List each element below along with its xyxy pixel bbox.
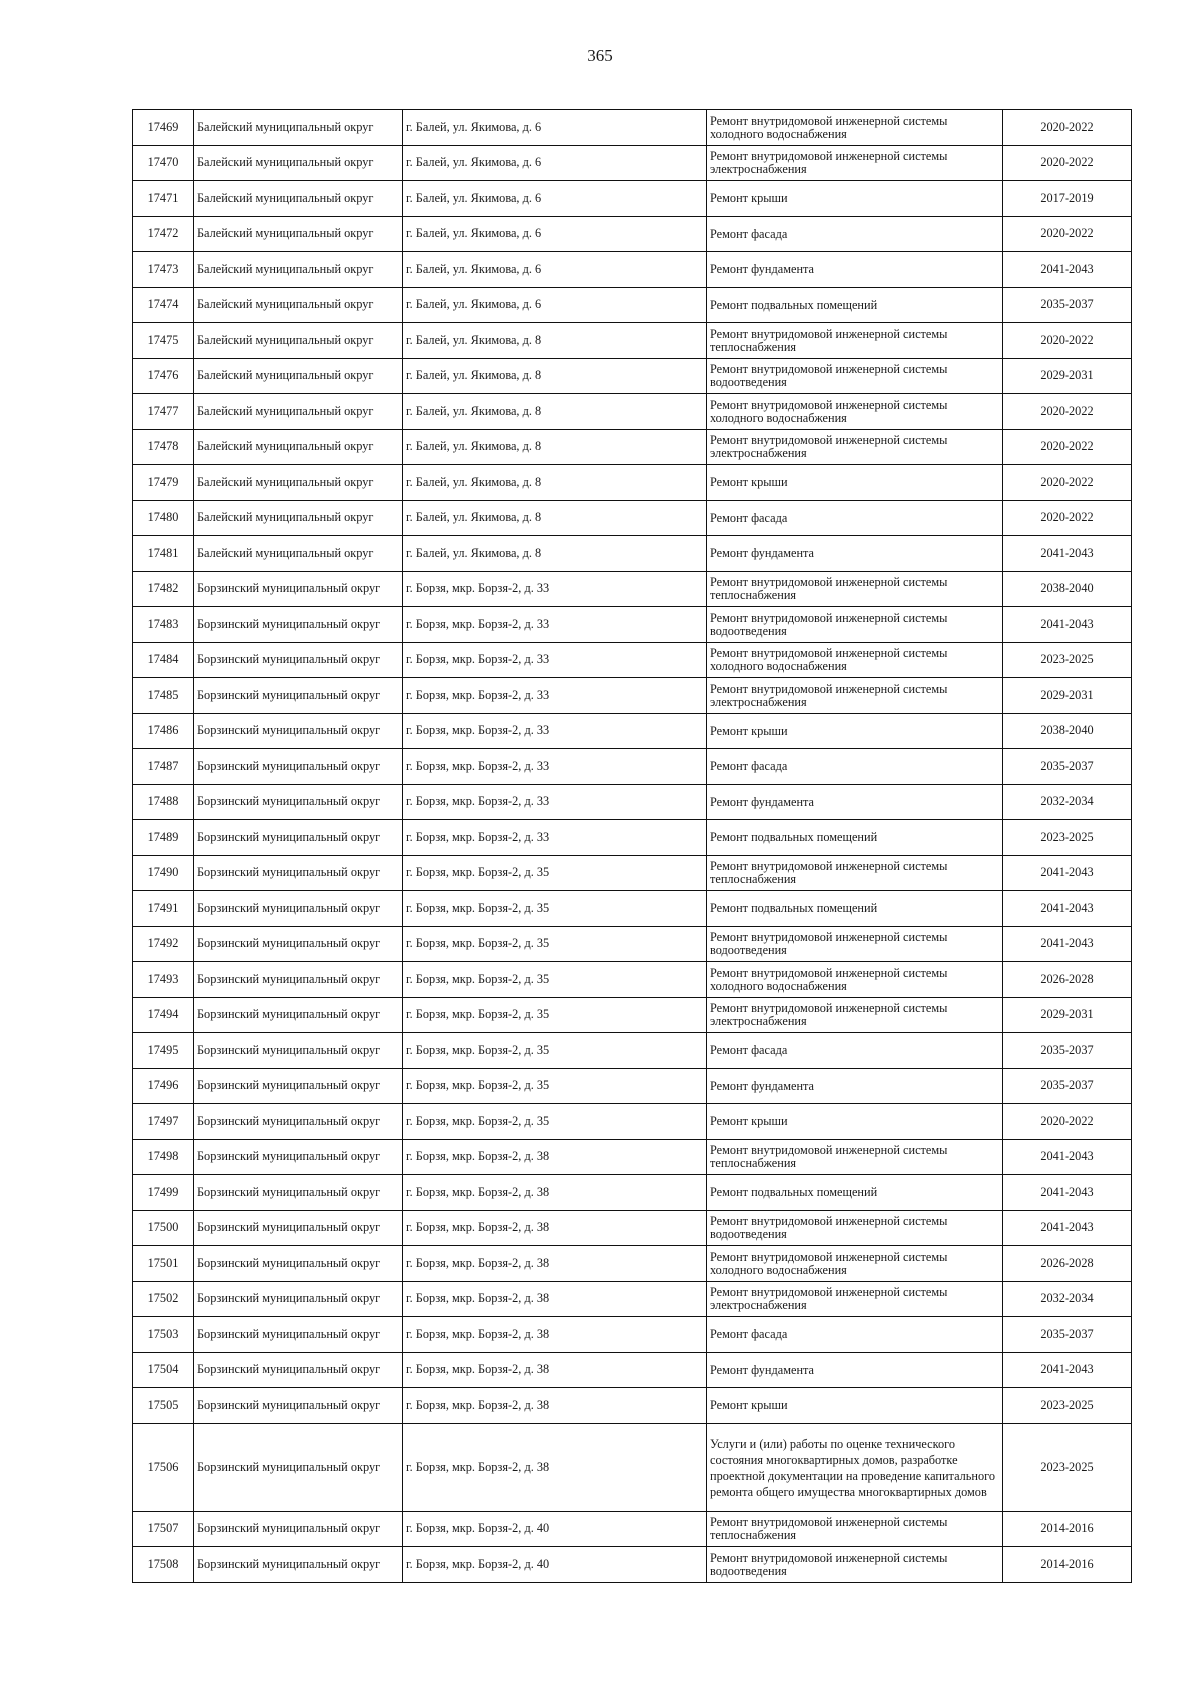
address-cell: г. Борзя, мкр. Борзя-2, д. 35 [403, 1068, 707, 1104]
table-row [133, 642, 1132, 678]
address-cell: г. Борзя, мкр. Борзя-2, д. 38 [403, 1423, 707, 1511]
district-cell: Борзинский муниципальный округ [194, 1033, 403, 1069]
work-type-cell: Ремонт фундамента [707, 784, 1003, 820]
period-cell: 2020-2022 [1003, 110, 1132, 146]
row-number-cell: 17469 [133, 110, 194, 146]
address-cell: г. Борзя, мкр. Борзя-2, д. 33 [403, 749, 707, 785]
table-row [133, 110, 1132, 146]
table-row [133, 997, 1132, 1033]
table-row [133, 1352, 1132, 1388]
row-number-cell: 17493 [133, 962, 194, 998]
address-cell: г. Балей, ул. Якимова, д. 6 [403, 287, 707, 323]
period-cell: 2020-2022 [1003, 323, 1132, 359]
work-type-cell: Ремонт подвальных помещений [707, 820, 1003, 856]
district-cell: Борзинский муниципальный округ [194, 678, 403, 714]
row-number-cell: 17491 [133, 891, 194, 927]
table-row [133, 855, 1132, 891]
row-number-cell: 17474 [133, 287, 194, 323]
period-cell: 2020-2022 [1003, 394, 1132, 430]
period-cell: 2035-2037 [1003, 1068, 1132, 1104]
work-type-cell: Ремонт внутридомовой инженерной системы электроснабжения [707, 145, 1003, 181]
period-cell: 2026-2028 [1003, 962, 1132, 998]
period-cell: 2017-2019 [1003, 181, 1132, 217]
work-type-cell: Ремонт внутридомовой инженерной системы электроснабжения [707, 997, 1003, 1033]
table-row [133, 1317, 1132, 1353]
work-type-cell: Ремонт фундамента [707, 1068, 1003, 1104]
address-cell: г. Балей, ул. Якимова, д. 8 [403, 429, 707, 465]
work-type-cell: Ремонт внутридомовой инженерной системы водоотведения [707, 358, 1003, 394]
period-cell: 2020-2022 [1003, 429, 1132, 465]
row-number-cell: 17473 [133, 252, 194, 288]
district-cell: Балейский муниципальный округ [194, 252, 403, 288]
address-cell: г. Борзя, мкр. Борзя-2, д. 35 [403, 1033, 707, 1069]
district-cell: Борзинский муниципальный округ [194, 962, 403, 998]
address-cell: г. Борзя, мкр. Борзя-2, д. 35 [403, 962, 707, 998]
period-cell: 2041-2043 [1003, 1210, 1132, 1246]
row-number-cell: 17501 [133, 1246, 194, 1282]
table-row [133, 429, 1132, 465]
row-number-cell: 17475 [133, 323, 194, 359]
work-type-cell: Ремонт внутридомовой инженерной системы теплоснабжения [707, 1139, 1003, 1175]
table-row [133, 145, 1132, 181]
address-cell: г. Борзя, мкр. Борзя-2, д. 38 [403, 1246, 707, 1282]
table-row [133, 607, 1132, 643]
work-type-cell: Ремонт подвальных помещений [707, 287, 1003, 323]
address-cell: г. Борзя, мкр. Борзя-2, д. 38 [403, 1388, 707, 1424]
row-number-cell: 17472 [133, 216, 194, 252]
period-cell: 2032-2034 [1003, 1281, 1132, 1317]
district-cell: Борзинский муниципальный округ [194, 1423, 403, 1511]
district-cell: Борзинский муниципальный округ [194, 784, 403, 820]
period-cell: 2041-2043 [1003, 926, 1132, 962]
table-row [133, 1033, 1132, 1069]
address-cell: г. Борзя, мкр. Борзя-2, д. 38 [403, 1139, 707, 1175]
period-cell: 2035-2037 [1003, 1033, 1132, 1069]
address-cell: г. Балей, ул. Якимова, д. 8 [403, 500, 707, 536]
row-number-cell: 17478 [133, 429, 194, 465]
row-number-cell: 17503 [133, 1317, 194, 1353]
address-cell: г. Балей, ул. Якимова, д. 8 [403, 536, 707, 572]
row-number-cell: 17505 [133, 1388, 194, 1424]
table-row [133, 358, 1132, 394]
row-number-cell: 17499 [133, 1175, 194, 1211]
table-row [133, 1139, 1132, 1175]
address-cell: г. Балей, ул. Якимова, д. 6 [403, 110, 707, 146]
period-cell: 2026-2028 [1003, 1246, 1132, 1282]
work-type-cell: Ремонт фундамента [707, 536, 1003, 572]
work-type-cell: Ремонт крыши [707, 1388, 1003, 1424]
district-cell: Борзинский муниципальный округ [194, 926, 403, 962]
work-type-cell: Ремонт внутридомовой инженерной системы теплоснабжения [707, 855, 1003, 891]
period-cell: 2023-2025 [1003, 1423, 1132, 1511]
work-type-cell: Ремонт внутридомовой инженерной системы холодного водоснабжения [707, 1246, 1003, 1282]
address-cell: г. Борзя, мкр. Борзя-2, д. 35 [403, 855, 707, 891]
work-type-cell: Ремонт фасада [707, 500, 1003, 536]
period-cell: 2041-2043 [1003, 891, 1132, 927]
district-cell: Балейский муниципальный округ [194, 216, 403, 252]
district-cell: Балейский муниципальный округ [194, 145, 403, 181]
row-number-cell: 17479 [133, 465, 194, 501]
period-cell: 2014-2016 [1003, 1547, 1132, 1583]
period-cell: 2041-2043 [1003, 1352, 1132, 1388]
table-row [133, 216, 1132, 252]
address-cell: г. Борзя, мкр. Борзя-2, д. 35 [403, 926, 707, 962]
address-cell: г. Борзя, мкр. Борзя-2, д. 33 [403, 571, 707, 607]
district-cell: Борзинский муниципальный округ [194, 1388, 403, 1424]
table-row [133, 820, 1132, 856]
table-row [133, 181, 1132, 217]
period-cell: 2020-2022 [1003, 216, 1132, 252]
address-cell: г. Балей, ул. Якимова, д. 8 [403, 323, 707, 359]
district-cell: Борзинский муниципальный округ [194, 1139, 403, 1175]
work-type-cell: Ремонт фасада [707, 1033, 1003, 1069]
period-cell: 2038-2040 [1003, 713, 1132, 749]
address-cell: г. Борзя, мкр. Борзя-2, д. 38 [403, 1317, 707, 1353]
district-cell: Борзинский муниципальный округ [194, 1317, 403, 1353]
page-number: 365 [587, 46, 613, 65]
address-cell: г. Борзя, мкр. Борзя-2, д. 40 [403, 1547, 707, 1583]
work-type-cell: Ремонт внутридомовой инженерной системы электроснабжения [707, 678, 1003, 714]
district-cell: Балейский муниципальный округ [194, 287, 403, 323]
work-type-cell: Ремонт внутридомовой инженерной системы холодного водоснабжения [707, 642, 1003, 678]
row-number-cell: 17485 [133, 678, 194, 714]
work-type-cell: Ремонт фундамента [707, 1352, 1003, 1388]
period-cell: 2029-2031 [1003, 358, 1132, 394]
district-cell: Борзинский муниципальный округ [194, 1281, 403, 1317]
district-cell: Балейский муниципальный округ [194, 500, 403, 536]
table-row [133, 1281, 1132, 1317]
work-type-cell: Ремонт внутридомовой инженерной системы водоотведения [707, 607, 1003, 643]
address-cell: г. Балей, ул. Якимова, д. 6 [403, 145, 707, 181]
period-cell: 2035-2037 [1003, 1317, 1132, 1353]
district-cell: Борзинский муниципальный округ [194, 997, 403, 1033]
work-type-cell: Ремонт внутридомовой инженерной системы холодного водоснабжения [707, 962, 1003, 998]
row-number-cell: 17500 [133, 1210, 194, 1246]
row-number-cell: 17470 [133, 145, 194, 181]
table-row [133, 713, 1132, 749]
district-cell: Борзинский муниципальный округ [194, 1246, 403, 1282]
row-number-cell: 17497 [133, 1104, 194, 1140]
table-row [133, 465, 1132, 501]
table-row [133, 252, 1132, 288]
work-type-cell: Ремонт внутридомовой инженерной системы теплоснабжения [707, 571, 1003, 607]
district-cell: Балейский муниципальный округ [194, 181, 403, 217]
table-row [133, 1068, 1132, 1104]
district-cell: Борзинский муниципальный округ [194, 642, 403, 678]
address-cell: г. Борзя, мкр. Борзя-2, д. 33 [403, 784, 707, 820]
work-type-cell: Ремонт крыши [707, 181, 1003, 217]
district-cell: Балейский муниципальный округ [194, 465, 403, 501]
address-cell: г. Балей, ул. Якимова, д. 8 [403, 465, 707, 501]
district-cell: Борзинский муниципальный округ [194, 749, 403, 785]
table-row [133, 1246, 1132, 1282]
period-cell: 2035-2037 [1003, 749, 1132, 785]
district-cell: Балейский муниципальный округ [194, 429, 403, 465]
work-type-cell: Ремонт крыши [707, 1104, 1003, 1140]
district-cell: Балейский муниципальный округ [194, 536, 403, 572]
address-cell: г. Борзя, мкр. Борзя-2, д. 33 [403, 642, 707, 678]
period-cell: 2014-2016 [1003, 1511, 1132, 1547]
district-cell: Борзинский муниципальный округ [194, 1104, 403, 1140]
work-type-cell: Ремонт внутридомовой инженерной системы теплоснабжения [707, 1511, 1003, 1547]
row-number-cell: 17471 [133, 181, 194, 217]
work-type-cell: Услуги и (или) работы по оценке технического состояния многоквартирных домов, разработке проектной документации на проведение капитального ремонта общего имущества многоквартирных домов [707, 1423, 1003, 1511]
row-number-cell: 17504 [133, 1352, 194, 1388]
work-type-cell: Ремонт подвальных помещений [707, 891, 1003, 927]
period-cell: 2020-2022 [1003, 500, 1132, 536]
repair-schedule-table [132, 109, 1132, 1583]
period-cell: 2041-2043 [1003, 1139, 1132, 1175]
address-cell: г. Балей, ул. Якимова, д. 6 [403, 216, 707, 252]
district-cell: Балейский муниципальный округ [194, 323, 403, 359]
row-number-cell: 17490 [133, 855, 194, 891]
row-number-cell: 17498 [133, 1139, 194, 1175]
period-cell: 2041-2043 [1003, 607, 1132, 643]
address-cell: г. Борзя, мкр. Борзя-2, д. 35 [403, 891, 707, 927]
period-cell: 2020-2022 [1003, 1104, 1132, 1140]
row-number-cell: 17483 [133, 607, 194, 643]
period-cell: 2041-2043 [1003, 536, 1132, 572]
row-number-cell: 17506 [133, 1423, 194, 1511]
row-number-cell: 17508 [133, 1547, 194, 1583]
period-cell: 2035-2037 [1003, 287, 1132, 323]
work-type-cell: Ремонт крыши [707, 713, 1003, 749]
row-number-cell: 17486 [133, 713, 194, 749]
row-number-cell: 17488 [133, 784, 194, 820]
row-number-cell: 17484 [133, 642, 194, 678]
period-cell: 2041-2043 [1003, 1175, 1132, 1211]
district-cell: Борзинский муниципальный округ [194, 1175, 403, 1211]
table-row [133, 1210, 1132, 1246]
work-type-cell: Ремонт фасада [707, 1317, 1003, 1353]
work-type-cell: Ремонт внутридомовой инженерной системы водоотведения [707, 1547, 1003, 1583]
table-row [133, 571, 1132, 607]
table-row [133, 891, 1132, 927]
row-number-cell: 17507 [133, 1511, 194, 1547]
table-row [133, 394, 1132, 430]
address-cell: г. Борзя, мкр. Борзя-2, д. 35 [403, 997, 707, 1033]
row-number-cell: 17481 [133, 536, 194, 572]
period-cell: 2023-2025 [1003, 642, 1132, 678]
district-cell: Борзинский муниципальный округ [194, 713, 403, 749]
address-cell: г. Борзя, мкр. Борзя-2, д. 33 [403, 678, 707, 714]
table-row [133, 1388, 1132, 1424]
district-cell: Борзинский муниципальный округ [194, 891, 403, 927]
work-type-cell: Ремонт фундамента [707, 252, 1003, 288]
table-row [133, 962, 1132, 998]
row-number-cell: 17477 [133, 394, 194, 430]
district-cell: Балейский муниципальный округ [194, 394, 403, 430]
work-type-cell: Ремонт внутридомовой инженерной системы электроснабжения [707, 429, 1003, 465]
period-cell: 2020-2022 [1003, 145, 1132, 181]
table-row [133, 1547, 1132, 1583]
table-row [133, 323, 1132, 359]
period-cell: 2032-2034 [1003, 784, 1132, 820]
row-number-cell: 17494 [133, 997, 194, 1033]
address-cell: г. Борзя, мкр. Борзя-2, д. 38 [403, 1175, 707, 1211]
district-cell: Борзинский муниципальный округ [194, 855, 403, 891]
table-row [133, 1423, 1132, 1511]
table-row [133, 784, 1132, 820]
work-type-cell: Ремонт внутридомовой инженерной системы водоотведения [707, 1210, 1003, 1246]
address-cell: г. Борзя, мкр. Борзя-2, д. 33 [403, 607, 707, 643]
work-type-cell: Ремонт внутридомовой инженерной системы теплоснабжения [707, 323, 1003, 359]
district-cell: Борзинский муниципальный округ [194, 1068, 403, 1104]
district-cell: Борзинский муниципальный округ [194, 1511, 403, 1547]
table-row [133, 1511, 1132, 1547]
period-cell: 2041-2043 [1003, 252, 1132, 288]
work-type-cell: Ремонт внутридомовой инженерной системы водоотведения [707, 926, 1003, 962]
address-cell: г. Балей, ул. Якимова, д. 6 [403, 181, 707, 217]
work-type-cell: Ремонт внутридомовой инженерной системы электроснабжения [707, 1281, 1003, 1317]
row-number-cell: 17482 [133, 571, 194, 607]
table-row [133, 500, 1132, 536]
district-cell: Борзинский муниципальный округ [194, 1547, 403, 1583]
work-type-cell: Ремонт фасада [707, 749, 1003, 785]
district-cell: Борзинский муниципальный округ [194, 607, 403, 643]
work-type-cell: Ремонт подвальных помещений [707, 1175, 1003, 1211]
address-cell: г. Борзя, мкр. Борзя-2, д. 38 [403, 1281, 707, 1317]
table-row [133, 1175, 1132, 1211]
row-number-cell: 17502 [133, 1281, 194, 1317]
row-number-cell: 17487 [133, 749, 194, 785]
address-cell: г. Балей, ул. Якимова, д. 6 [403, 252, 707, 288]
row-number-cell: 17476 [133, 358, 194, 394]
period-cell: 2038-2040 [1003, 571, 1132, 607]
period-cell: 2041-2043 [1003, 855, 1132, 891]
address-cell: г. Балей, ул. Якимова, д. 8 [403, 394, 707, 430]
address-cell: г. Борзя, мкр. Борзя-2, д. 33 [403, 713, 707, 749]
table-row [133, 536, 1132, 572]
district-cell: Борзинский муниципальный округ [194, 1352, 403, 1388]
address-cell: г. Борзя, мкр. Борзя-2, д. 33 [403, 820, 707, 856]
district-cell: Балейский муниципальный округ [194, 110, 403, 146]
period-cell: 2029-2031 [1003, 997, 1132, 1033]
district-cell: Балейский муниципальный округ [194, 358, 403, 394]
row-number-cell: 17489 [133, 820, 194, 856]
district-cell: Борзинский муниципальный округ [194, 820, 403, 856]
district-cell: Борзинский муниципальный округ [194, 571, 403, 607]
table-row [133, 678, 1132, 714]
period-cell: 2023-2025 [1003, 1388, 1132, 1424]
district-cell: Борзинский муниципальный округ [194, 1210, 403, 1246]
table-row [133, 926, 1132, 962]
period-cell: 2029-2031 [1003, 678, 1132, 714]
address-cell: г. Борзя, мкр. Борзя-2, д. 40 [403, 1511, 707, 1547]
table-body [133, 110, 1132, 1583]
address-cell: г. Борзя, мкр. Борзя-2, д. 38 [403, 1210, 707, 1246]
period-cell: 2023-2025 [1003, 820, 1132, 856]
row-number-cell: 17480 [133, 500, 194, 536]
address-cell: г. Балей, ул. Якимова, д. 8 [403, 358, 707, 394]
work-type-cell: Ремонт внутридомовой инженерной системы холодного водоснабжения [707, 394, 1003, 430]
work-type-cell: Ремонт фасада [707, 216, 1003, 252]
period-cell: 2020-2022 [1003, 465, 1132, 501]
row-number-cell: 17496 [133, 1068, 194, 1104]
row-number-cell: 17495 [133, 1033, 194, 1069]
address-cell: г. Борзя, мкр. Борзя-2, д. 35 [403, 1104, 707, 1140]
table-row [133, 1104, 1132, 1140]
table-row [133, 749, 1132, 785]
table-row [133, 287, 1132, 323]
row-number-cell: 17492 [133, 926, 194, 962]
work-type-cell: Ремонт внутридомовой инженерной системы холодного водоснабжения [707, 110, 1003, 146]
work-type-cell: Ремонт крыши [707, 465, 1003, 501]
address-cell: г. Борзя, мкр. Борзя-2, д. 38 [403, 1352, 707, 1388]
